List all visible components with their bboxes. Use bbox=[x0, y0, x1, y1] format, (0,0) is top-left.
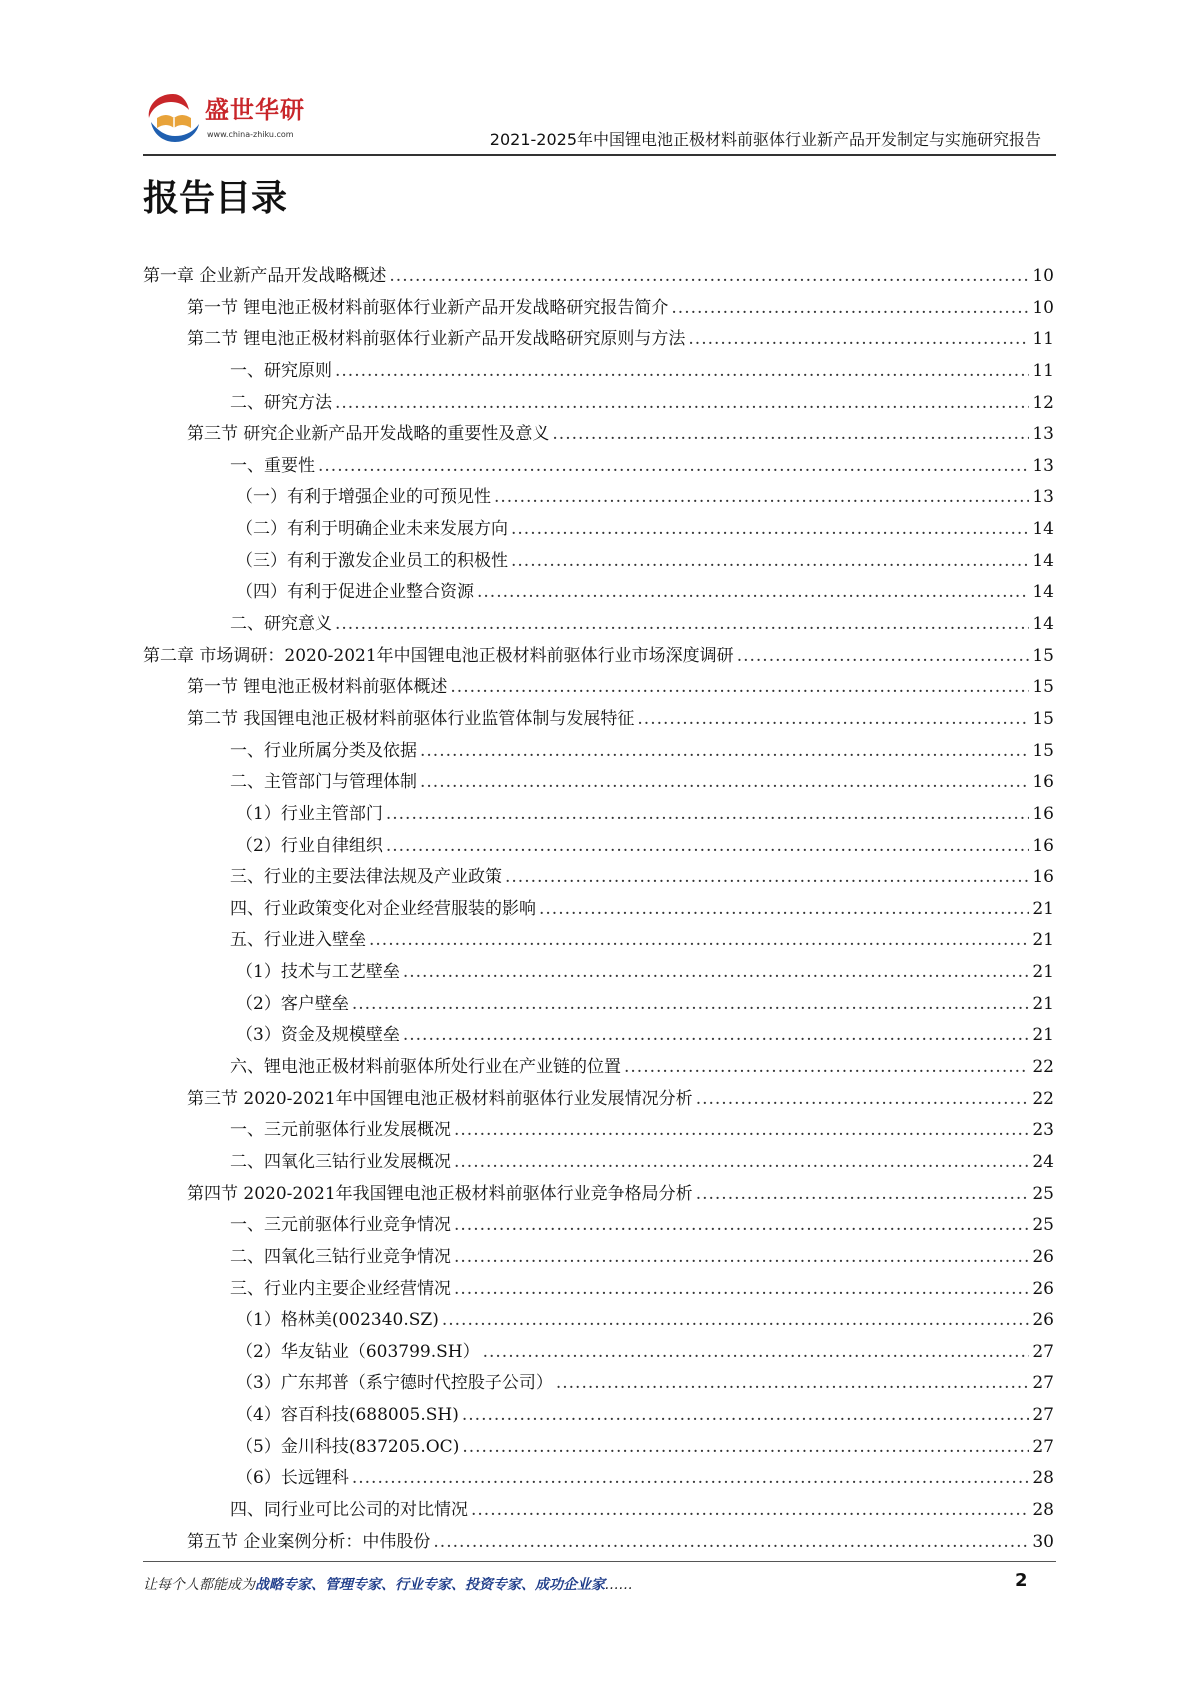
toc-entry[interactable] bbox=[143, 293, 1054, 325]
toc-entry-page: 24 bbox=[1032, 1151, 1054, 1172]
toc-entry-page: 16 bbox=[1032, 803, 1054, 824]
toc-entry-title: （3）资金及规模壁垒 bbox=[236, 1025, 400, 1046]
toc-entry[interactable] bbox=[143, 609, 1054, 641]
toc-entry-title: 第一节 锂电池正极材料前驱体概述 bbox=[187, 677, 448, 698]
table-of-contents bbox=[143, 261, 1054, 1558]
toc-leader-dots bbox=[454, 1215, 1029, 1235]
toc-leader-dots bbox=[403, 1025, 1030, 1045]
toc-leader-dots bbox=[688, 329, 1029, 349]
toc-leader-dots bbox=[696, 1089, 1030, 1109]
toc-entry-page: 22 bbox=[1032, 1088, 1054, 1109]
toc-entry[interactable] bbox=[143, 546, 1054, 578]
toc-leader-dots bbox=[403, 962, 1030, 982]
toc-leader-dots bbox=[454, 1152, 1029, 1172]
toc-entry[interactable] bbox=[143, 1400, 1054, 1432]
toc-entry-page: 26 bbox=[1032, 1310, 1054, 1331]
toc-leader-dots bbox=[450, 677, 1029, 697]
toc-entry-title: 第一节 锂电池正极材料前驱体行业新产品开发战略研究报告简介 bbox=[187, 297, 669, 318]
toc-entry-title: 第二章 市场调研：2020-2021年中国锂电池正极材料前驱体行业市场深度调研 bbox=[143, 645, 734, 666]
logo-name: 盛世华研 bbox=[205, 96, 305, 124]
toc-entry-title: 二、研究意义 bbox=[230, 614, 332, 635]
toc-entry-page: 14 bbox=[1032, 614, 1054, 635]
toc-entry-title: 六、锂电池正极材料前驱体所处行业在产业链的位置 bbox=[230, 1057, 621, 1078]
toc-entry-title: 第二节 我国锂电池正极材料前驱体行业监管体制与发展特征 bbox=[187, 708, 635, 729]
toc-leader-dots bbox=[637, 709, 1029, 729]
slogan-suffix: …… bbox=[605, 1577, 633, 1593]
toc-entry[interactable] bbox=[143, 1179, 1054, 1211]
toc-leader-dots bbox=[624, 1057, 1029, 1077]
toc-entry[interactable] bbox=[143, 1084, 1054, 1116]
toc-entry[interactable] bbox=[143, 1020, 1054, 1052]
toc-entry-title: 第三节 2020-2021年中国锂电池正极材料前驱体行业发展情况分析 bbox=[187, 1088, 693, 1109]
page-title: 报告目录 bbox=[143, 178, 288, 219]
toc-entry-page: 21 bbox=[1032, 1025, 1054, 1046]
toc-leader-dots bbox=[671, 298, 1029, 318]
toc-entry-page: 21 bbox=[1032, 962, 1054, 983]
toc-entry[interactable] bbox=[143, 514, 1054, 546]
toc-entry[interactable] bbox=[143, 704, 1054, 736]
toc-entry-title: 第五节 企业案例分析：中伟股份 bbox=[187, 1531, 431, 1552]
toc-entry-title: 一、三元前驱体行业发展概况 bbox=[230, 1120, 451, 1141]
toc-entry[interactable] bbox=[143, 482, 1054, 514]
toc-entry[interactable] bbox=[143, 419, 1054, 451]
toc-entry-title: （5）金川科技(837205.OC) bbox=[236, 1436, 460, 1457]
slogan-highlight: 战略专家、管理专家、行业专家、投资专家、成功企业家 bbox=[255, 1577, 605, 1593]
toc-entry[interactable] bbox=[143, 1147, 1054, 1179]
toc-entry[interactable] bbox=[143, 1337, 1054, 1369]
toc-entry-title: 一、行业所属分类及依据 bbox=[230, 740, 417, 761]
toc-leader-dots bbox=[335, 361, 1029, 381]
toc-entry-title: （二）有利于明确企业未来发展方向 bbox=[236, 519, 508, 540]
toc-leader-dots bbox=[462, 1437, 1029, 1457]
toc-entry-page: 10 bbox=[1032, 266, 1054, 286]
toc-entry[interactable] bbox=[143, 1210, 1054, 1242]
toc-entry-title: （6）长远锂科 bbox=[236, 1468, 349, 1489]
toc-entry-page: 10 bbox=[1032, 297, 1054, 318]
toc-leader-dots bbox=[511, 551, 1029, 571]
toc-entry-page: 21 bbox=[1032, 993, 1054, 1014]
toc-entry-page: 21 bbox=[1032, 930, 1054, 951]
toc-leader-dots bbox=[462, 1405, 1030, 1425]
toc-entry-page: 30 bbox=[1032, 1531, 1054, 1552]
toc-leader-dots bbox=[505, 867, 1029, 887]
toc-leader-dots bbox=[471, 1500, 1029, 1520]
toc-entry-page: 13 bbox=[1032, 487, 1054, 508]
toc-leader-dots bbox=[494, 487, 1029, 507]
toc-entry-page: 13 bbox=[1032, 455, 1054, 476]
toc-entry-title: （三）有利于激发企业员工的积极性 bbox=[236, 550, 508, 571]
toc-entry-page: 27 bbox=[1032, 1341, 1054, 1362]
toc-leader-dots bbox=[352, 994, 1030, 1014]
toc-leader-dots bbox=[511, 519, 1029, 539]
toc-entry-page: 14 bbox=[1032, 519, 1054, 540]
toc-entry-title: （四）有利于促进企业整合资源 bbox=[236, 582, 474, 603]
toc-leader-dots bbox=[552, 424, 1029, 444]
toc-leader-dots bbox=[389, 266, 1029, 286]
toc-entry-page: 13 bbox=[1032, 424, 1054, 445]
toc-entry-page: 22 bbox=[1032, 1057, 1054, 1078]
toc-entry[interactable] bbox=[143, 1242, 1054, 1274]
toc-entry-title: （2）华友钻业（603799.SH） bbox=[236, 1341, 480, 1362]
toc-entry-title: （2）客户壁垒 bbox=[236, 993, 349, 1014]
toc-entry[interactable] bbox=[143, 767, 1054, 799]
toc-entry[interactable] bbox=[143, 1052, 1054, 1084]
toc-leader-dots bbox=[420, 772, 1029, 792]
toc-entry-title: 四、同行业可比公司的对比情况 bbox=[230, 1499, 468, 1520]
toc-entry-title: 二、主管部门与管理体制 bbox=[230, 772, 417, 793]
toc-entry[interactable] bbox=[143, 1115, 1054, 1147]
toc-leader-dots bbox=[454, 1279, 1029, 1299]
toc-entry-title: （2）行业自律组织 bbox=[236, 835, 383, 856]
toc-entry-page: 14 bbox=[1032, 582, 1054, 603]
toc-entry-title: 第三节 研究企业新产品开发战略的重要性及意义 bbox=[187, 424, 550, 445]
toc-leader-dots bbox=[420, 741, 1029, 761]
toc-entry[interactable] bbox=[143, 577, 1054, 609]
toc-leader-dots bbox=[539, 899, 1029, 919]
toc-leader-dots bbox=[335, 393, 1029, 413]
toc-leader-dots bbox=[433, 1532, 1029, 1552]
toc-entry[interactable] bbox=[143, 672, 1054, 704]
toc-leader-dots bbox=[352, 1468, 1030, 1488]
toc-leader-dots bbox=[737, 646, 1030, 666]
toc-entry-page: 25 bbox=[1032, 1183, 1054, 1204]
toc-entry[interactable] bbox=[143, 831, 1054, 863]
toc-entry[interactable] bbox=[143, 1368, 1054, 1400]
toc-entry-page: 15 bbox=[1032, 740, 1054, 761]
toc-entry-title: 一、研究原则 bbox=[230, 360, 332, 381]
toc-leader-dots bbox=[386, 804, 1030, 824]
toc-entry-page: 11 bbox=[1032, 360, 1054, 381]
footer-slogan bbox=[143, 1574, 633, 1594]
toc-entry-title: （4）容百科技(688005.SH) bbox=[236, 1405, 459, 1426]
company-logo bbox=[143, 84, 313, 154]
toc-entry-page: 27 bbox=[1032, 1436, 1054, 1457]
toc-entry-title: 一、重要性 bbox=[230, 455, 315, 476]
toc-entry-page: 16 bbox=[1032, 772, 1054, 793]
toc-entry[interactable] bbox=[143, 356, 1054, 388]
toc-entry[interactable] bbox=[143, 1495, 1054, 1527]
toc-entry-page: 11 bbox=[1032, 329, 1054, 350]
toc-leader-dots bbox=[477, 582, 1029, 602]
toc-entry-page: 26 bbox=[1032, 1246, 1054, 1267]
toc-entry-title: （1）格林美(002340.SZ) bbox=[236, 1310, 439, 1331]
toc-entry-page: 25 bbox=[1032, 1215, 1054, 1236]
toc-leader-dots bbox=[454, 1120, 1029, 1140]
toc-entry[interactable] bbox=[143, 261, 1054, 293]
toc-entry[interactable] bbox=[143, 1463, 1054, 1495]
toc-leader-dots bbox=[556, 1373, 1030, 1393]
toc-leader-dots bbox=[369, 930, 1029, 950]
toc-leader-dots bbox=[318, 456, 1029, 476]
toc-entry-page: 27 bbox=[1032, 1405, 1054, 1426]
toc-entry[interactable] bbox=[143, 862, 1054, 894]
toc-entry[interactable] bbox=[143, 894, 1054, 926]
toc-entry-page: 12 bbox=[1032, 392, 1054, 413]
toc-leader-dots bbox=[442, 1310, 1030, 1330]
toc-entry-page: 16 bbox=[1032, 835, 1054, 856]
toc-entry-title: 第一章 企业新产品开发战略概述 bbox=[143, 266, 387, 286]
toc-entry-title: （一）有利于增强企业的可预见性 bbox=[236, 487, 491, 508]
toc-entry-title: 第二节 锂电池正极材料前驱体行业新产品开发战略研究原则与方法 bbox=[187, 329, 686, 350]
toc-entry-page: 26 bbox=[1032, 1278, 1054, 1299]
toc-entry-title: 一、三元前驱体行业竞争情况 bbox=[230, 1215, 451, 1236]
toc-entry-page: 14 bbox=[1032, 550, 1054, 571]
toc-entry-title: 第四节 2020-2021年我国锂电池正极材料前驱体行业竞争格局分析 bbox=[187, 1183, 693, 1204]
slogan-prefix: 让每个人都能成为 bbox=[143, 1577, 255, 1593]
toc-entry[interactable] bbox=[143, 957, 1054, 989]
toc-entry-title: 二、研究方法 bbox=[230, 392, 332, 413]
page-number: 2 bbox=[1015, 1570, 1028, 1591]
toc-entry[interactable] bbox=[143, 451, 1054, 483]
toc-entry[interactable] bbox=[143, 989, 1054, 1021]
toc-entry-title: （1）行业主管部门 bbox=[236, 803, 383, 824]
toc-leader-dots bbox=[335, 614, 1029, 634]
toc-entry-page: 28 bbox=[1032, 1499, 1054, 1520]
toc-leader-dots bbox=[454, 1247, 1029, 1267]
toc-entry[interactable] bbox=[143, 641, 1054, 673]
toc-entry-page: 15 bbox=[1032, 708, 1054, 729]
toc-entry-page: 28 bbox=[1032, 1468, 1054, 1489]
report-title: 2021-2025年中国锂电池正极材料前驱体行业新产品开发制定与实施研究报告 bbox=[489, 130, 1041, 149]
footer-divider bbox=[143, 1561, 1056, 1562]
toc-entry[interactable] bbox=[143, 388, 1054, 420]
toc-entry-page: 16 bbox=[1032, 867, 1054, 888]
toc-entry[interactable] bbox=[143, 925, 1054, 957]
toc-entry[interactable] bbox=[143, 1274, 1054, 1306]
toc-entry-title: 三、行业的主要法律法规及产业政策 bbox=[230, 867, 502, 888]
toc-leader-dots bbox=[386, 836, 1030, 856]
toc-entry[interactable] bbox=[143, 1305, 1054, 1337]
toc-entry-page: 15 bbox=[1032, 677, 1054, 698]
toc-entry-title: 二、四氧化三钴行业发展概况 bbox=[230, 1151, 451, 1172]
toc-entry-page: 21 bbox=[1032, 898, 1054, 919]
toc-entry-title: 四、行业政策变化对企业经营服装的影响 bbox=[230, 898, 536, 919]
toc-entry[interactable] bbox=[143, 324, 1054, 356]
toc-entry-page: 23 bbox=[1032, 1120, 1054, 1141]
toc-entry-page: 27 bbox=[1032, 1373, 1054, 1394]
toc-entry-title: （1）技术与工艺壁垒 bbox=[236, 962, 400, 983]
toc-leader-dots bbox=[483, 1342, 1030, 1362]
header-divider bbox=[143, 154, 1056, 156]
logo-url: www.china-zhiku.com bbox=[207, 130, 294, 139]
toc-entry-page: 15 bbox=[1032, 645, 1054, 666]
toc-entry[interactable] bbox=[143, 1432, 1054, 1464]
toc-entry[interactable] bbox=[143, 1527, 1054, 1559]
toc-entry-title: 二、四氧化三钴行业竞争情况 bbox=[230, 1246, 451, 1267]
logo-emblem-icon bbox=[143, 88, 205, 150]
toc-entry-title: （3）广东邦普（系宁德时代控股子公司） bbox=[236, 1373, 553, 1394]
toc-leader-dots bbox=[696, 1184, 1030, 1204]
toc-entry[interactable] bbox=[143, 799, 1054, 831]
toc-entry-title: 五、行业进入壁垒 bbox=[230, 930, 366, 951]
toc-entry-title: 三、行业内主要企业经营情况 bbox=[230, 1278, 451, 1299]
toc-entry[interactable] bbox=[143, 736, 1054, 768]
